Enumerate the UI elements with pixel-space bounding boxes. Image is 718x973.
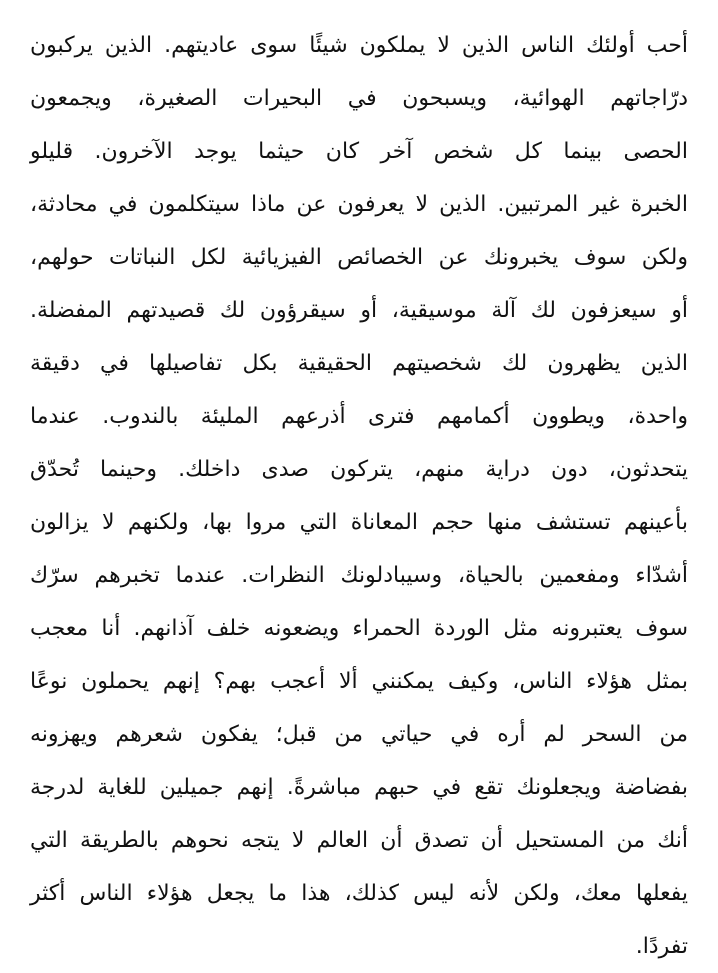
text-line: أحب أولئك الناس الذين لا يملكون شيئًا سوى عاديتهم. الذين يركبون	[30, 33, 688, 58]
text-line: أشدّاء ومفعمين بالحياة، وسيبادلونك النظرات. عندما تخبرهم سرّك	[30, 563, 688, 588]
text-line: الذين يظهرون لك شخصيتهم الحقيقية بكل تفاصيلها في دقيقة	[30, 351, 688, 376]
text-line: يتحدثون، دون دراية منهم، يتركون صدى داخلك. وحينما تُحدّق	[30, 457, 688, 482]
text-line: يفعلها معك، ولكن لأنه ليس كذلك، هذا ما يجعل هؤلاء الناس أكثر	[30, 881, 688, 906]
text-line: تفردًا.	[635, 934, 688, 959]
text-line: الخبرة غير المرتبين. الذين لا يعرفون عن ماذا سيتكلمون في محادثة،	[30, 192, 688, 217]
text-line: أنك من المستحيل أن تصدق أن العالم لا يتجه نحوهم بالطريقة التي	[30, 828, 688, 853]
text-line: بأعينهم تستشف منها حجم المعاناة التي مروا بها، ولكنهم لا يزالون	[30, 510, 688, 535]
text-line: درّاجاتهم الهوائية، ويسبحون في البحيرات الصغيرة، ويجمعون	[30, 86, 688, 111]
body-text	[30, 0, 688, 973]
text-line: بمثل هؤلاء الناس، وكيف يمكنني ألا أعجب بهم؟ إنهم يحملون نوعًا	[30, 669, 688, 694]
text-line: ولكن سوف يخبرونك عن الخصائص الفيزيائية لكل النباتات حولهم،	[30, 245, 688, 270]
text-line: أو سيعزفون لك آلة موسيقية، أو سيقرؤون لك قصيدتهم المفضلة.	[30, 298, 688, 323]
text-line: سوف يعتبرونه مثل الوردة الحمراء ويضعونه خلف آذانهم. أنا معجب	[30, 616, 688, 641]
text-line: بفضاضة ويجعلونك تقع في حبهم مباشرةً. إنهم جميلين للغاية لدرجة	[30, 775, 688, 800]
text-line: من السحر لم أره في حياتي من قبل؛ يفكون شعرهم ويهزونه	[30, 722, 688, 747]
text-line: الحصى بينما كل شخص آخر كان حيثما يوجد الآخرون. قليلو	[30, 139, 688, 164]
text-line: واحدة، ويطوون أكمامهم فترى أذرعهم المليئة بالندوب. عندما	[30, 404, 688, 429]
